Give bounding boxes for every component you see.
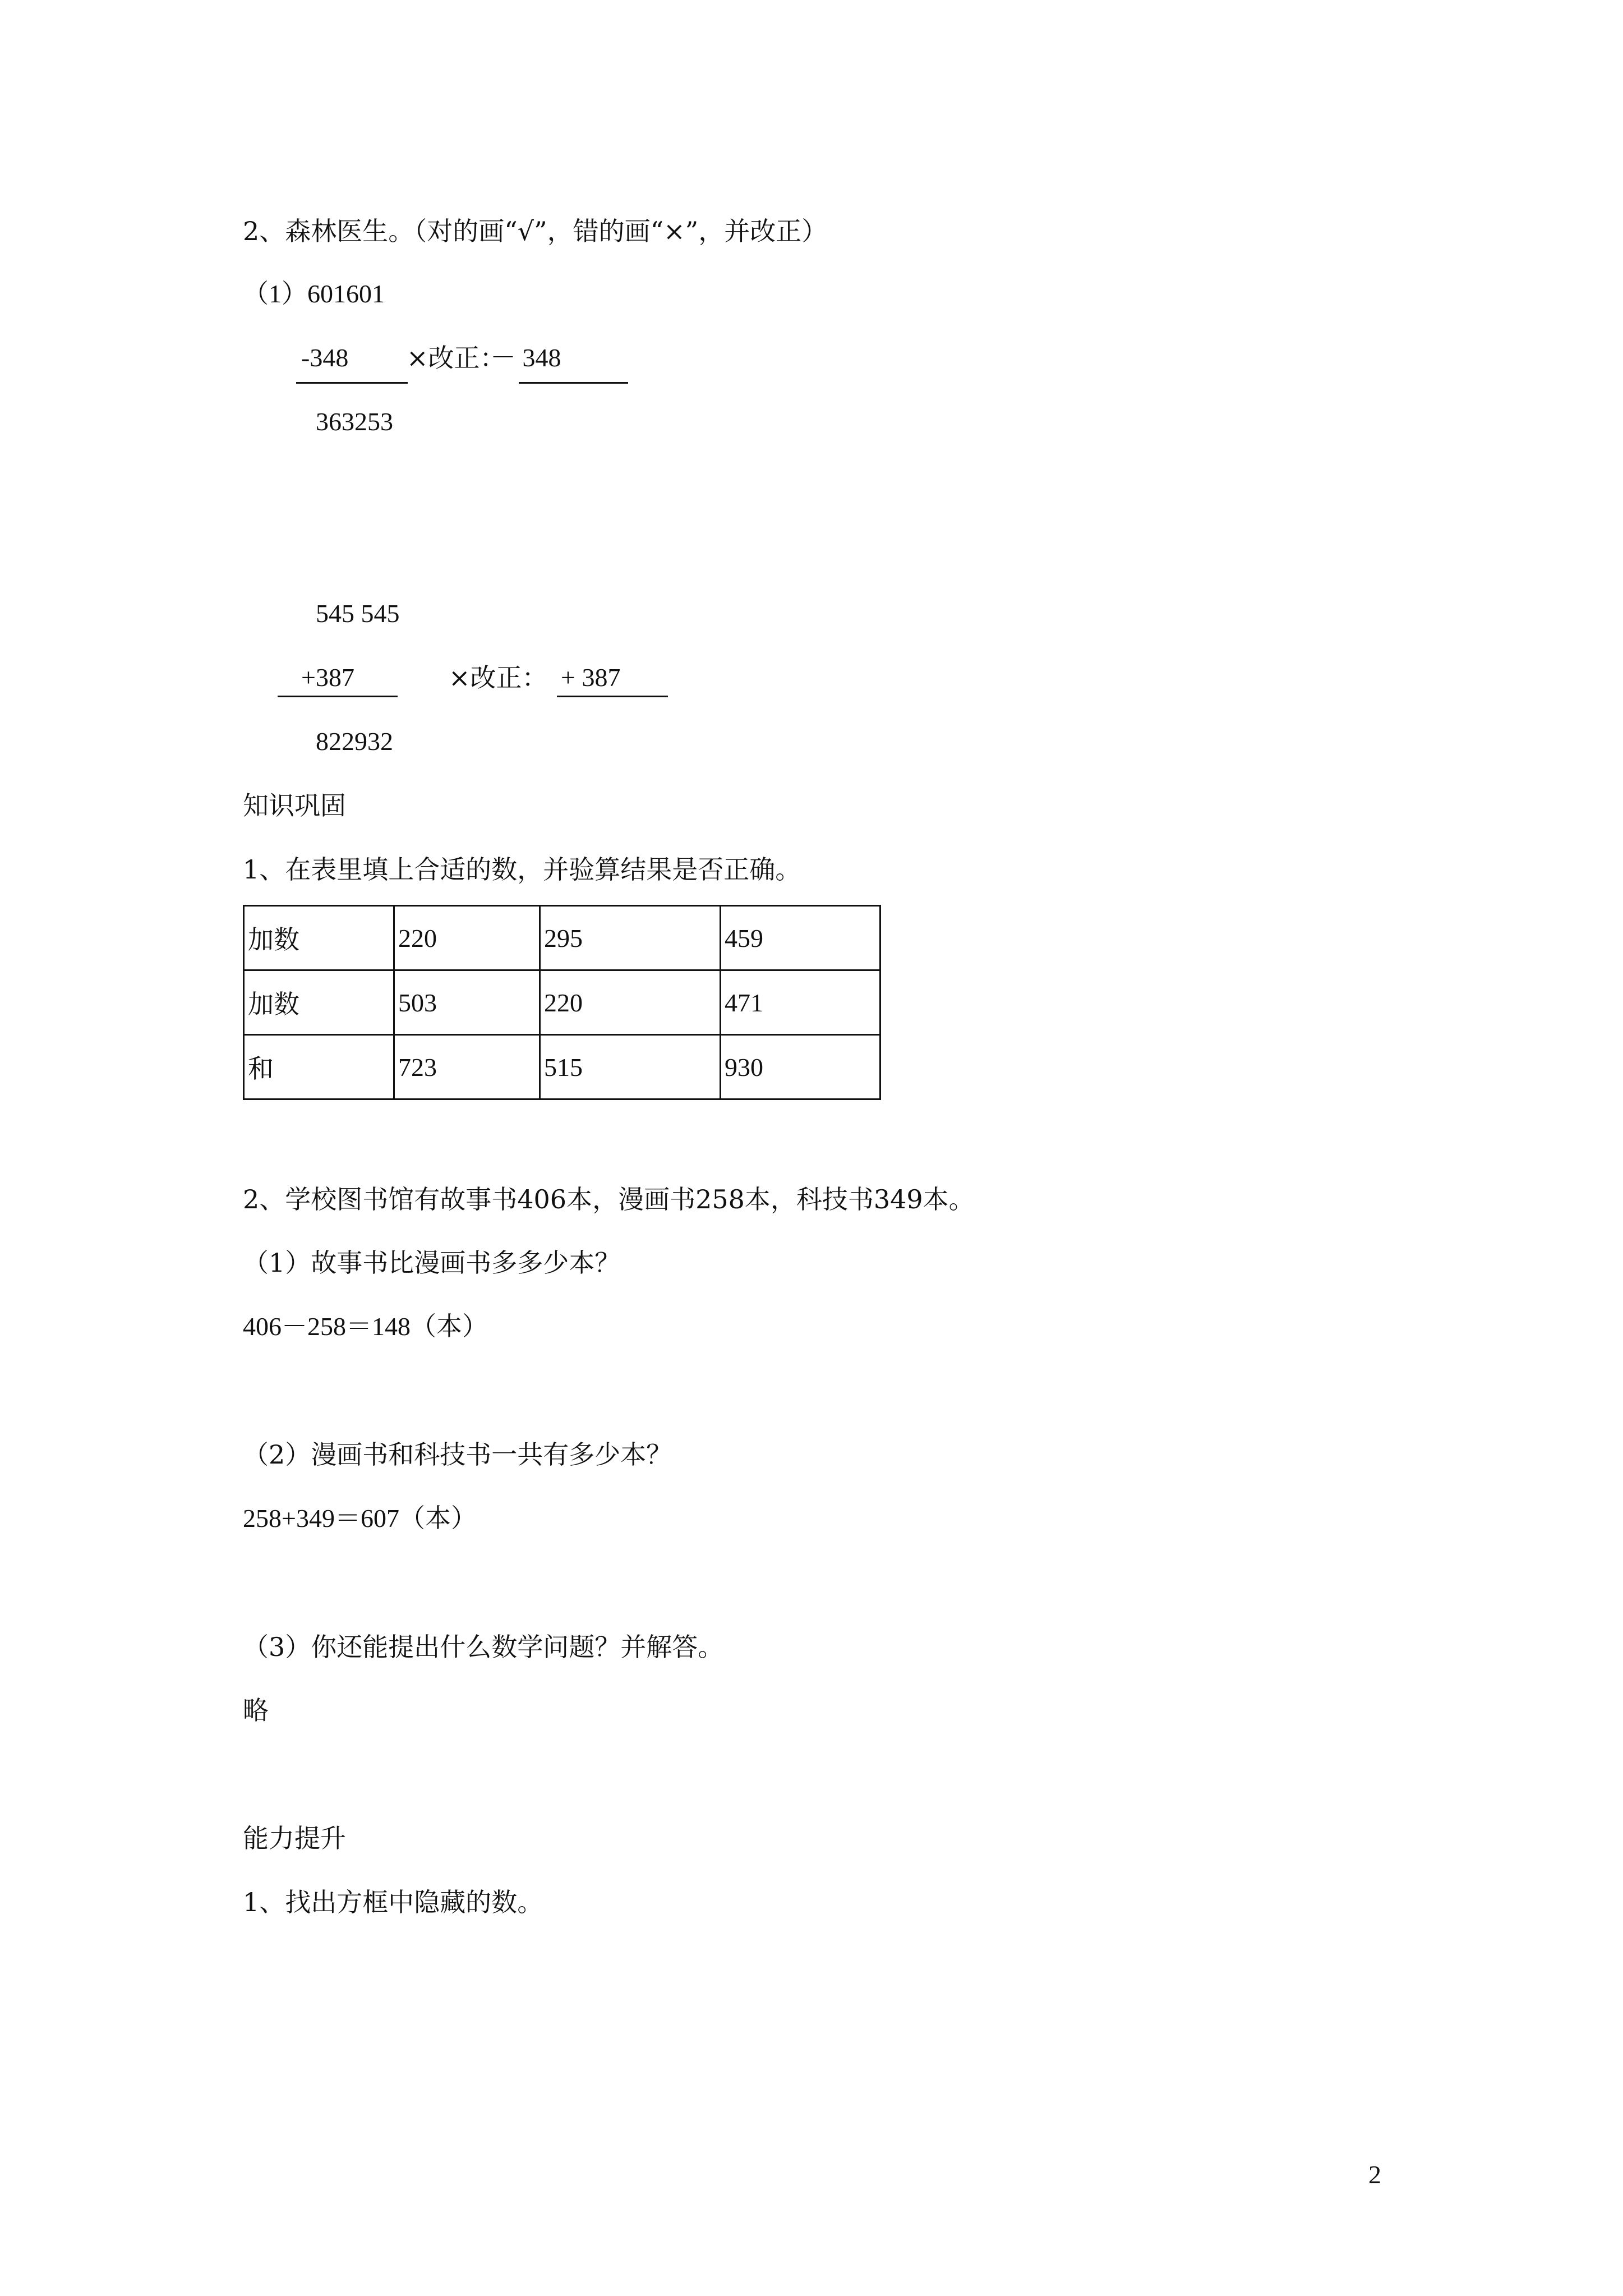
consolidation-q2-answer1: 406－258＝148（本）	[243, 1312, 488, 1341]
consolidation-q2-sub2: （2）漫画书和科技书一共有多少本？	[243, 1439, 672, 1470]
table-cell: 220	[540, 970, 721, 1035]
table-cell: 723	[394, 1035, 540, 1099]
q1-correction: － 348	[490, 343, 561, 372]
table-cell: 515	[540, 1035, 721, 1099]
q1-result: 363253	[316, 407, 393, 436]
q2-mark: ×改正：	[449, 662, 548, 693]
table-cell: 220	[394, 906, 540, 970]
consolidation-q1-text: 1、在表里填上合适的数，并验算结果是否正确。	[243, 854, 801, 885]
q2-correction-underline	[557, 696, 668, 697]
q1-label: （1）601601	[243, 279, 385, 308]
q1-correction-underline	[519, 382, 628, 384]
consolidation-q2-sub1: （1）故事书比漫画书多多少本？	[243, 1248, 621, 1278]
table-cell: 471	[721, 970, 880, 1035]
doctor-heading: 2、森林医生。（对的画“√”，错的画“×”，并改正）	[243, 216, 828, 246]
section-title-ability: 能力提升	[243, 1823, 346, 1853]
q2-result: 822932	[316, 727, 393, 756]
q2-correction: + 387	[561, 663, 621, 692]
page-number: 2	[1368, 2160, 1381, 2189]
sum-table	[243, 905, 881, 1100]
consolidation-q2-answer3: 略	[243, 1695, 269, 1726]
q2-underline	[278, 696, 398, 697]
table-cell: 295	[540, 906, 721, 970]
table-cell: 加数	[244, 906, 394, 970]
q2-addend2: +387	[301, 663, 354, 692]
table-cell: 加数	[244, 970, 394, 1035]
table-row	[244, 1035, 880, 1099]
section-title-consolidation: 知识巩固	[243, 790, 346, 821]
table-cell: 503	[394, 970, 540, 1035]
consolidation-q2-answer2: 258+349＝607（本）	[243, 1504, 477, 1533]
consolidation-q2-sub3: （3）你还能提出什么数学问题？并解答。	[243, 1632, 724, 1662]
q2-addend1: 545 545	[316, 599, 400, 628]
consolidation-q2-text: 2、学校图书馆有故事书406本，漫画书258本，科技书349本。	[243, 1184, 975, 1214]
table-row	[244, 970, 880, 1035]
q1-subtrahend: -348	[301, 343, 349, 372]
table-row	[244, 906, 880, 970]
table-cell: 和	[244, 1035, 394, 1099]
table-cell: 930	[721, 1035, 880, 1099]
ability-q1-text: 1、找出方框中隐藏的数。	[243, 1887, 543, 1917]
q1-underline	[296, 382, 408, 384]
q1-mark: ×改正：	[407, 343, 506, 373]
table-cell: 459	[721, 906, 880, 970]
